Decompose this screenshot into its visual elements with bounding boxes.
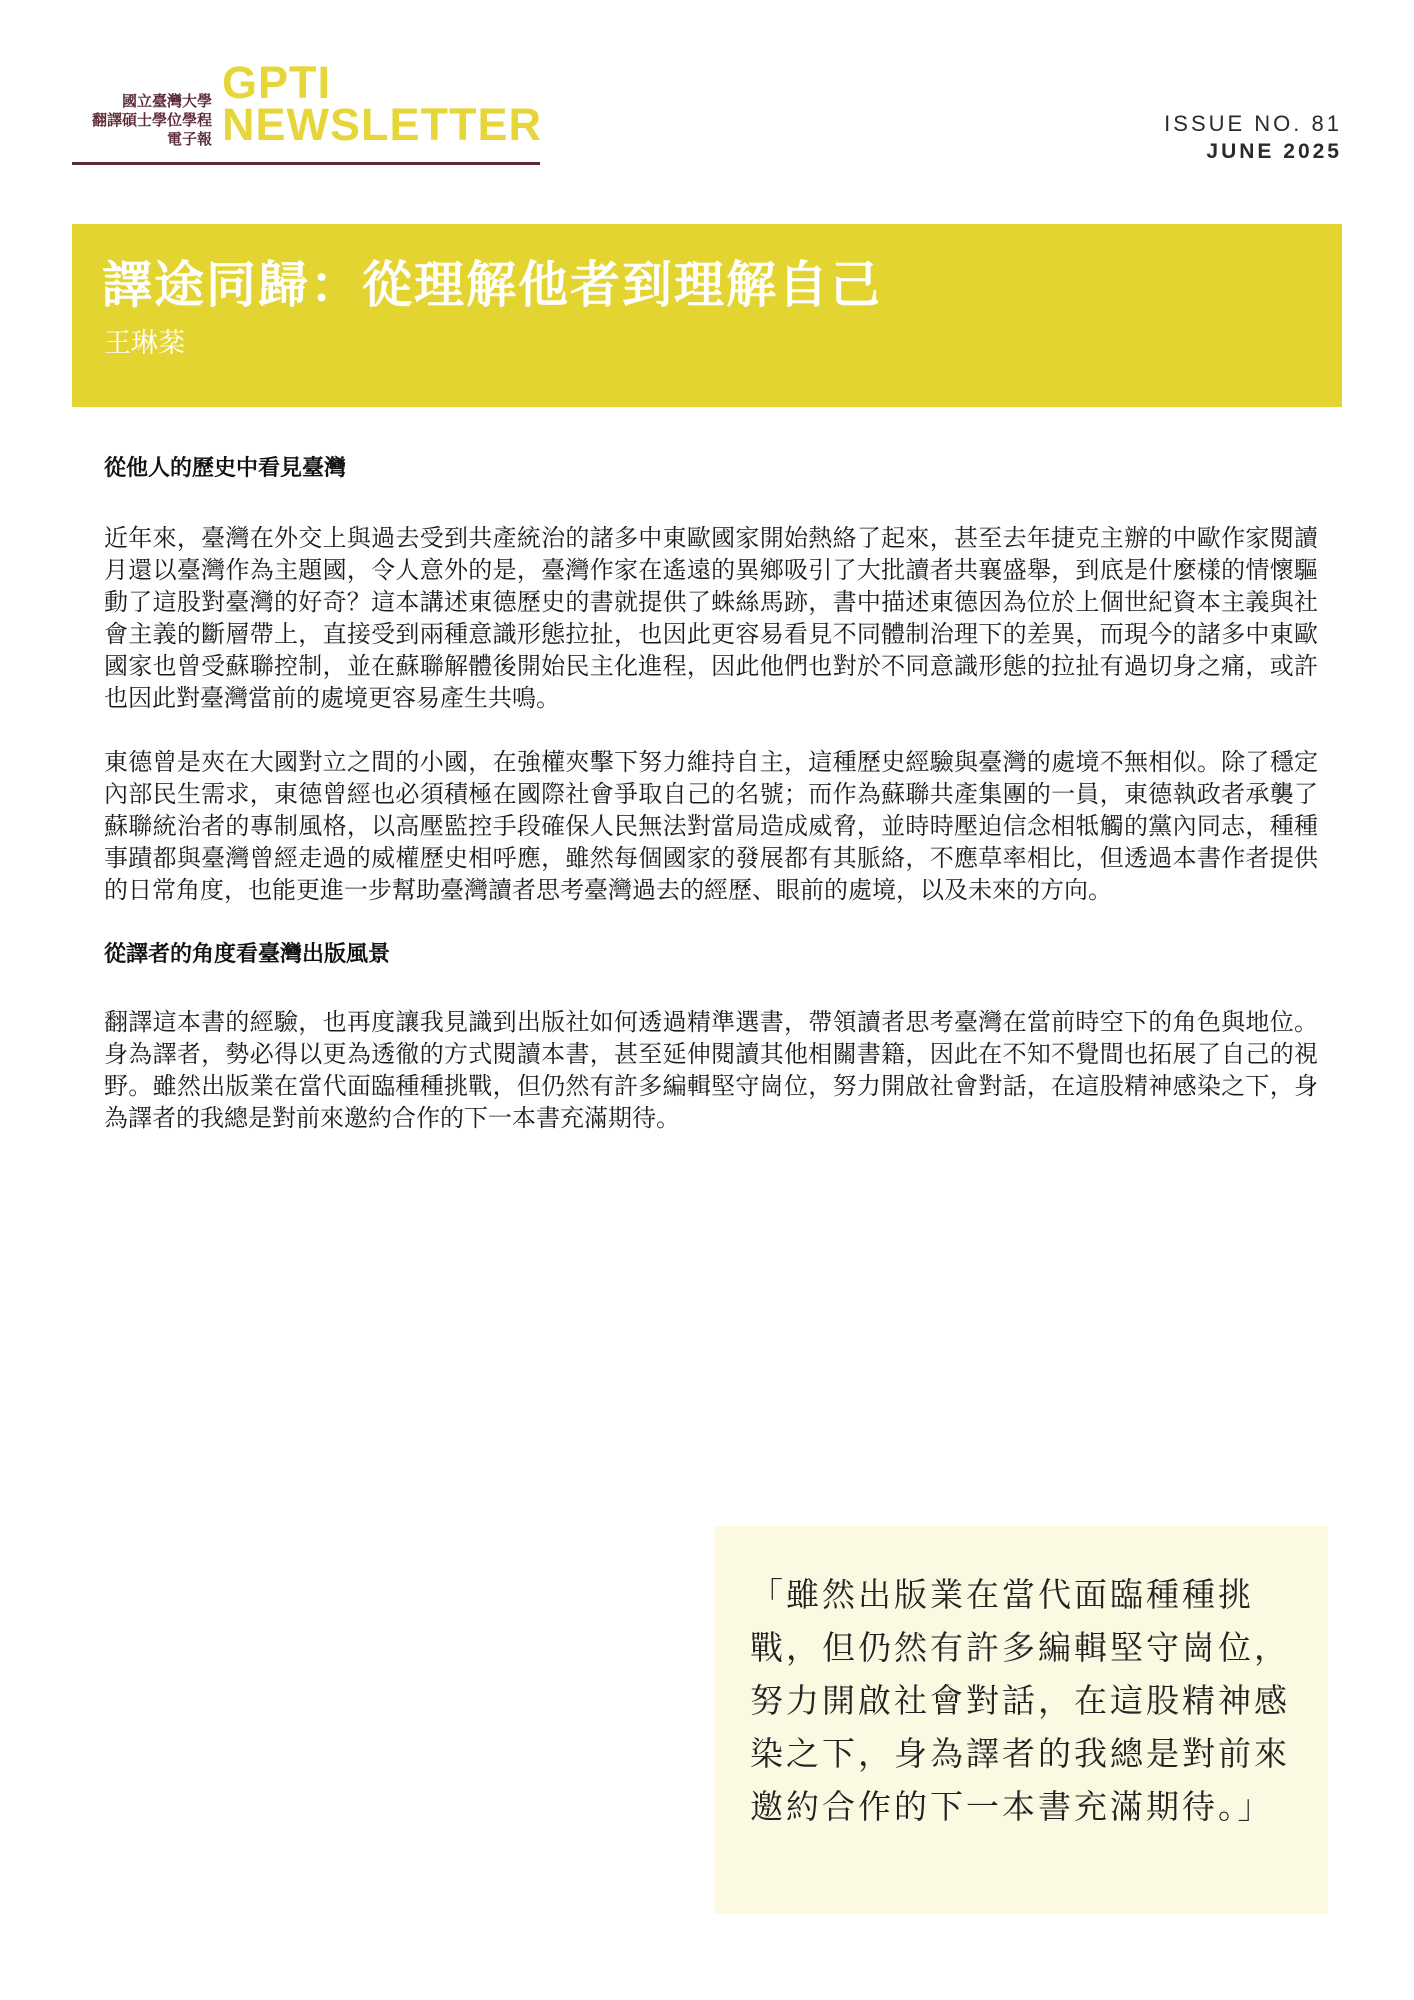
body-paragraph: 東德曾是夾在大國對立之間的小國，在強權夾擊下努力維持自主，這種歷史經驗與臺灣的處境不無相似。除了穩定內部民生需求，東德曾經也必須積極在國際社會爭取自己的名號；而作為蘇聯共產集團的一員，東德執政者承襲了蘇聯統治者的專制風格，以高壓監控手段確保人民無法對當局造成威脅，並時時壓迫信念相牴觸的黨內同志，種種事蹟都與臺灣曾經走過的威權歷史相呼應，雖然每個國家的發展都有其脈絡，不應草率相比，但透過本書作者提供的日常角度，也能更進一步幫助臺灣讀者思考臺灣過去的經歷、眼前的處境，以及未來的方向。 bbox=[104, 748, 1318, 904]
pull-quote bbox=[714, 1526, 1328, 1914]
body-paragraph: 翻譯這本書的經驗，也再度讓我見識到出版社如何透過精準選書，帶領讀者思考臺灣在當前時空下的角色與地位。身為譯者，勢必得以更為透徹的方式閱讀本書，甚至延伸閱讀其他相關書籍，因此在不知不覺間也拓展了自己的視野。雖然出版業在當代面臨種種挑戰，但仍然有許多編輯堅守崗位，努力開啟社會對話，在這股精神感染之下，身為譯者的我總是對前來邀約合作的下一本書充滿期待。 bbox=[104, 1008, 1318, 1132]
issue-date: JUNE 2025 bbox=[1206, 140, 1342, 163]
org-line-newsletter: 電子報 bbox=[166, 130, 212, 148]
logo-line-gpti: GPTI bbox=[222, 57, 332, 108]
issue-info bbox=[1164, 110, 1342, 166]
body-paragraph: 近年來，臺灣在外交上與過去受到共產統治的諸多中東歐國家開始熱絡了起來，甚至去年捷克主辦的中歐作家閱讀月還以臺灣作為主題國，令人意外的是，臺灣作家在遙遠的異鄉吸引了大批讀者共襄盛舉，到底是什麼樣的情懷驅動了這股對臺灣的好奇？這本講述東德歷史的書就提供了蛛絲馬跡，書中描述東德因為位於上個世紀資本主義與社會主義的斷層帶上，直接受到兩種意識形態拉扯，也因此更容易看見不同體制治理下的差異，而現今的諸多中東歐國家也曾受蘇聯控制，並在蘇聯解體後開始民主化進程，因此他們也對於不同意識形態的拉扯有過切身之痛，或許也因此對臺灣當前的處境更容易產生共鳴。 bbox=[104, 524, 1318, 712]
section-heading: 從他人的歷史中看見臺灣 bbox=[104, 456, 347, 481]
logo-line-newsletter: NEWSLETTER bbox=[222, 99, 542, 150]
article-author: 王琳棻 bbox=[104, 328, 185, 359]
masthead bbox=[72, 57, 542, 166]
organization-name bbox=[72, 92, 212, 149]
article-body bbox=[104, 452, 1318, 1134]
pull-quote-text: 「雖然出版業在當代面臨種種挑戰，但仍然有許多編輯堅守崗位，努力開啟社會對話，在這股精神感染之下，身為譯者的我總是對前來邀約合作的下一本書充滿期待。」 bbox=[750, 1575, 1290, 1826]
article-title: 譯途同歸：從理解他者到理解自己 bbox=[102, 256, 882, 314]
title-banner bbox=[72, 224, 1342, 407]
org-line-program: 翻譯碩士學位學程 bbox=[91, 111, 212, 129]
newsletter-logo bbox=[222, 57, 542, 150]
masthead-divider bbox=[72, 162, 540, 165]
org-line-university: 國立臺灣大學 bbox=[121, 92, 212, 110]
issue-number: ISSUE NO. 81 bbox=[1164, 111, 1342, 136]
section-heading: 從譯者的角度看臺灣出版風景 bbox=[104, 942, 391, 967]
